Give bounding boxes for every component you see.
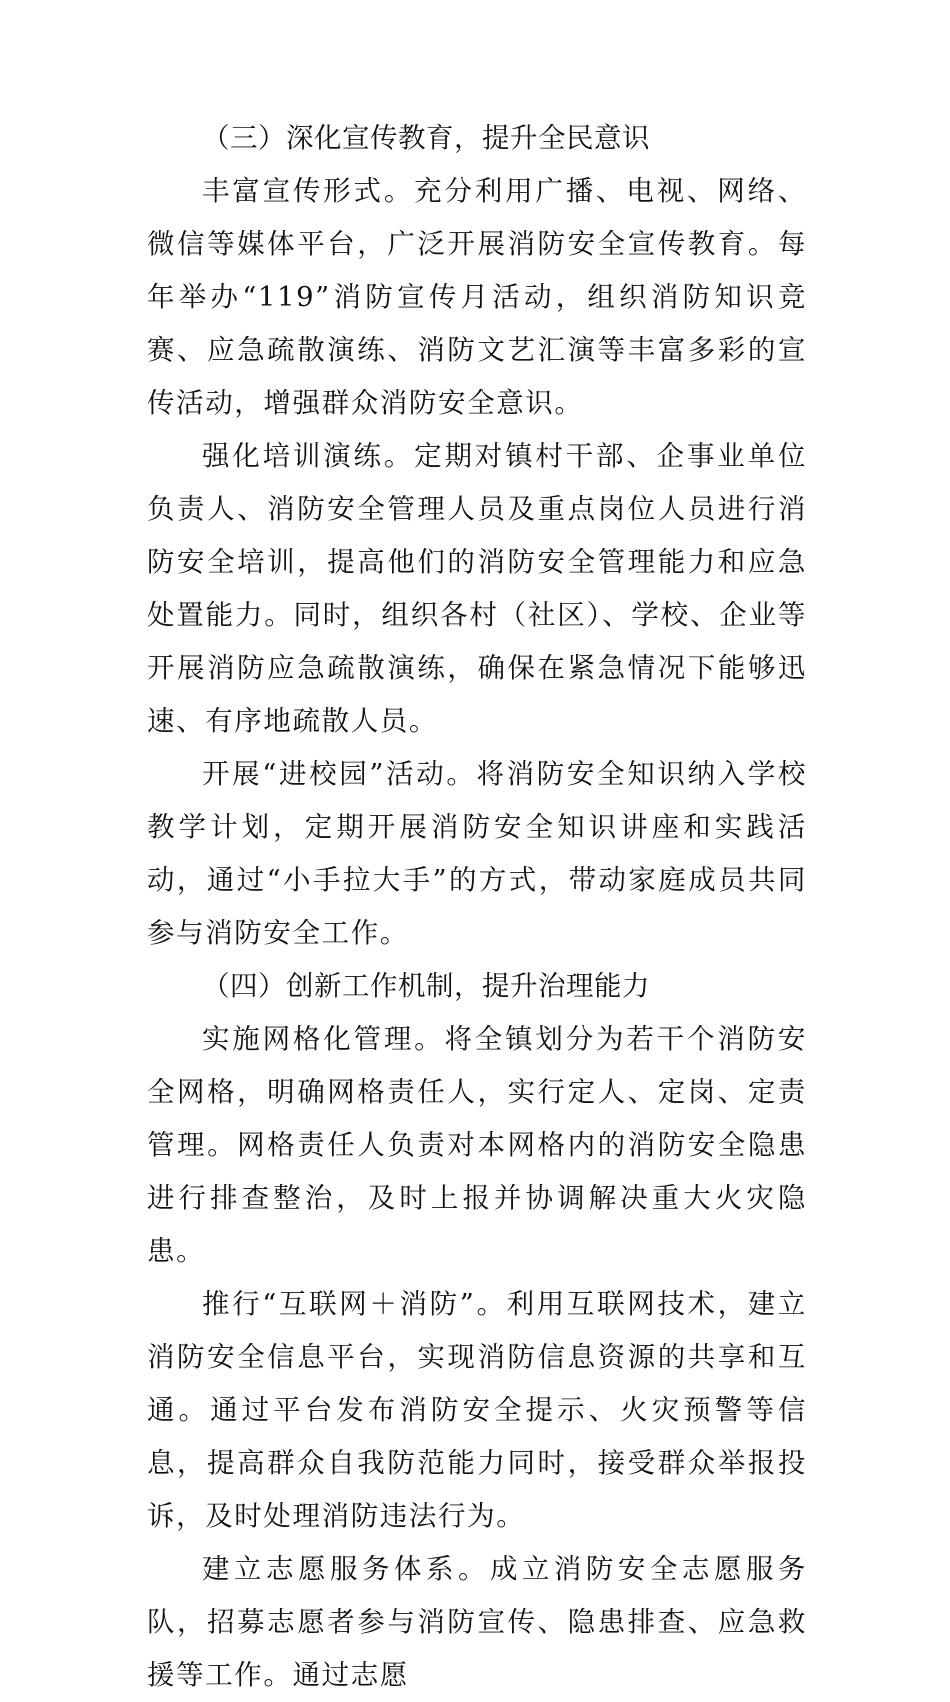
paragraph-training-drills: 强化培训演练。定期对镇村干部、企事业单位负责人、消防安全管理人员及重点岗位人员进行消防安全培训，提高他们的消防安全管理能力和应急处置能力。同时，组织各村（社区）、学校、企业等开展消防应急疏散演练，确保在紧急情况下能够迅速、有序地疏散人员。 xyxy=(147,440,807,737)
paragraph-volunteer-system: 建立志愿服务体系。成立消防安全志愿服务队，招募志愿者参与消防宣传、隐患排查、应急救援等工作。通过志愿 xyxy=(147,1553,807,1691)
paragraph-publicity-forms: 丰富宣传形式。充分利用广播、电视、网络、微信等媒体平台，广泛开展消防安全宣传教育。每年举办“119”消防宣传月活动，组织消防知识竞赛、应急疏散演练、消防文艺汇演等丰富多彩的宣传活动，增强群众消防安全意识。 xyxy=(147,175,807,419)
paragraph-grid-management: 实施网格化管理。将全镇划分为若干个消防安全网格，明确网格责任人，实行定人、定岗、定责管理。网格责任人负责对本网格内的消防安全隐患进行排查整治，及时上报并协调解决重大火灾隐患。 xyxy=(147,1023,807,1267)
section-heading-3: （三）深化宣传教育，提升全民意识 xyxy=(202,122,650,154)
paragraph-campus-activity: 开展“进校园”活动。将消防安全知识纳入学校教学计划，定期开展消防安全知识讲座和实践活动，通过“小手拉大手”的方式，带动家庭成员共同参与消防安全工作。 xyxy=(147,758,807,949)
paragraph-internet-fire: 推行“互联网＋消防”。利用互联网技术，建立消防安全信息平台，实现消防信息资源的共享和互通。通过平台发布消防安全提示、火灾预警等信息，提高群众自我防范能力同时，接受群众举报投诉，及时处理消防违法行为。 xyxy=(147,1288,807,1532)
section-heading-4: （四）创新工作机制，提升治理能力 xyxy=(202,970,650,1002)
document-body xyxy=(147,112,807,1702)
